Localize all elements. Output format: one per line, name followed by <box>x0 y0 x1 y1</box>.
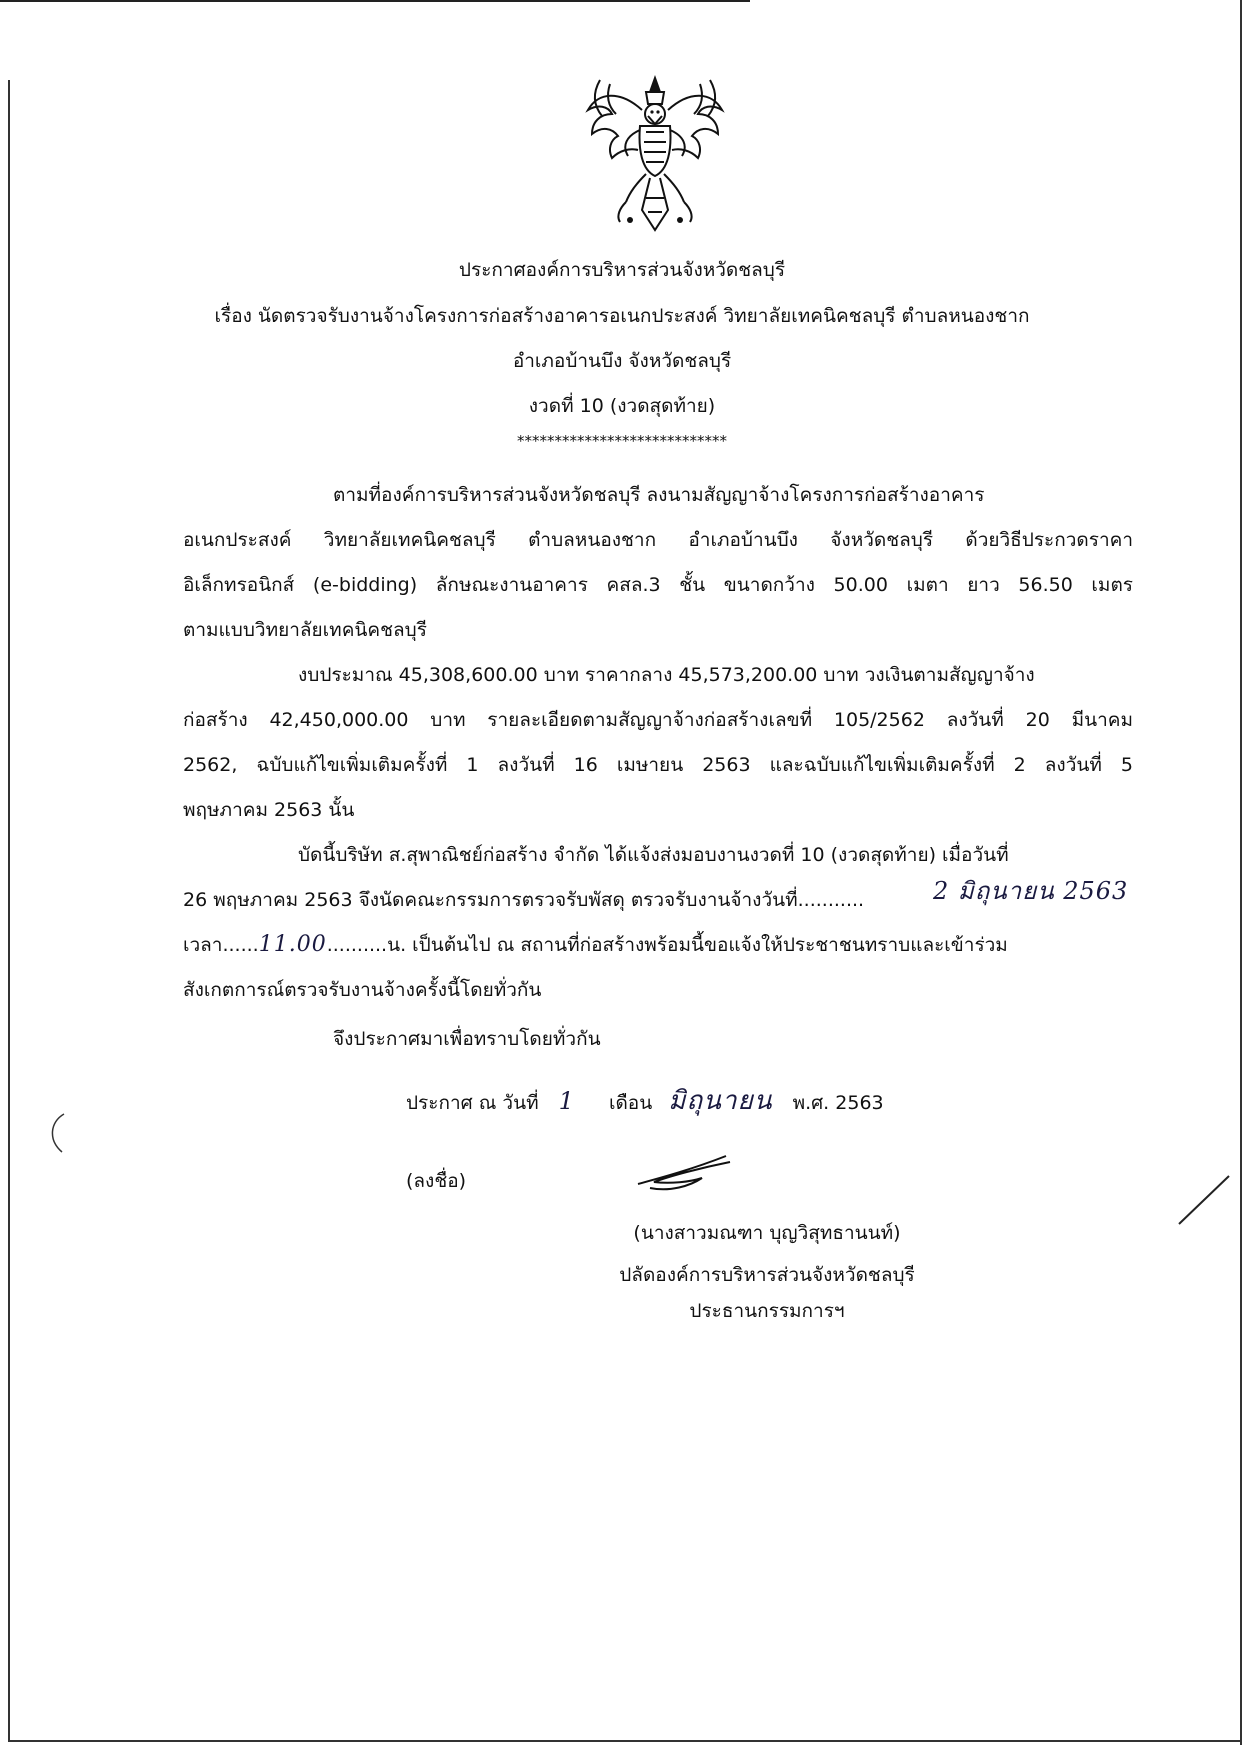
para3-line2-text: 26 พฤษภาคม 2563 จึงนัดคณะกรรมการตรวจรับพัสดุ ตรวจรับงานจ้างวันที่........... <box>183 889 865 911</box>
subject-line: เรื่อง นัดตรวจรับงานจ้างโครงการก่อสร้างอาคารอเนกประสงค์ วิทยาลัยเทคนิคชลบุรี ตำบลหนองชาก <box>214 305 1030 327</box>
org-title: ประกาศองค์การบริหารส่วนจังหวัดชลบุรี <box>458 259 786 281</box>
para1-line1: ตามที่องค์การบริหารส่วนจังหวัดชลบุรี ลงนามสัญญาจ้างโครงการก่อสร้างอาคาร <box>333 484 985 506</box>
announce-date-line <box>406 1080 884 1121</box>
scan-border-top <box>0 0 750 2</box>
para2-line2: ก่อสร้าง 42,450,000.00 บาท รายละเอียดตามสัญญาจ้างก่อสร้างเลขที่ 105/2562 ลงวันที่ 20 มีนาคม <box>183 709 1133 731</box>
scan-mark-left <box>44 1110 74 1160</box>
para2-line1: งบประมาณ 45,308,600.00 บาท ราคากลาง 45,573,200.00 บาท วงเงินตามสัญญาจ้าง <box>298 664 1035 686</box>
para3-line3-suffix: ..........น. เป็นต้นไป ณ สถานที่ก่อสร้างพร้อมนี้ขอแจ้งให้ประชาชนทราบและเข้าร่วม <box>326 934 1008 956</box>
signature-scribble <box>630 1148 740 1198</box>
divider-stars: **************************** <box>517 432 727 450</box>
para3-line4: สังเกตการณ์ตรวจรับงานจ้างครั้งนี้โดยทั่วกัน <box>183 979 542 1001</box>
handwritten-inspection-date: 2 มิถุนายน 2563 <box>933 877 1129 905</box>
para2-line4: พฤษภาคม 2563 นั้น <box>183 799 355 821</box>
para1-line2: อเนกประสงค์ วิทยาลัยเทคนิคชลบุรี ตำบลหนองชาก อำเภอบ้านบึง จังหวัดชลบุรี ด้วยวิธีประกวดราคา <box>183 529 1133 551</box>
handwritten-day: 1 <box>558 1087 575 1115</box>
district-line: อำเภอบ้านบึง จังหวัดชลบุรี <box>512 350 732 372</box>
signatory-name: (นางสาวมณฑา บุญวิสุทธานนท์) <box>633 1222 901 1244</box>
garuda-emblem <box>580 70 730 235</box>
para3-line1: บัดนี้บริษัท ส.สุพาณิชย์ก่อสร้าง จำกัด ได้แจ้งส่งมอบงานงวดที่ 10 (งวดสุดท้าย) เมื่อวันที่ <box>298 844 1009 866</box>
announce-prefix: ประกาศ ณ วันที่ <box>406 1092 539 1114</box>
para1-line3: อิเล็กทรอนิกส์ (e-bidding) ลักษณะงานอาคาร คสล.3 ชั้น ขนาดกว้าง 50.00 เมตา ยาว 56.50 เมตร <box>183 574 1133 596</box>
handwritten-time: 11.00 <box>258 932 327 957</box>
signatory-role: ประธานกรรมการฯ <box>689 1300 845 1322</box>
para3-line3-prefix: เวลา...... <box>183 934 259 956</box>
para3-line3 <box>183 930 1008 960</box>
scan-mark-right <box>1175 1170 1235 1230</box>
scan-border-bottom <box>8 1740 1242 1742</box>
month-label: เดือน <box>608 1092 653 1114</box>
para2-line3: 2562, ฉบับแก้ไขเพิ่มเติมครั้งที่ 1 ลงวันที่ 16 เมษายน 2563 และฉบับแก้ไขเพิ่มเติมครั้งที่ 2 ลงวันที่ 5 <box>183 754 1133 776</box>
signatory-position: ปลัดองค์การบริหารส่วนจังหวัดชลบุรี <box>619 1264 915 1286</box>
announce-year: พ.ศ. 2563 <box>792 1092 884 1114</box>
para1-line4: ตามแบบวิทยาลัยเทคนิคชลบุรี <box>183 619 427 641</box>
para3-line2 <box>183 877 1129 915</box>
closing-line: จึงประกาศมาเพื่อทราบโดยทั่วกัน <box>333 1028 601 1050</box>
signature-label: (ลงชื่อ) <box>406 1170 467 1192</box>
handwritten-month: มิถุนายน <box>668 1086 773 1116</box>
installment-line: งวดที่ 10 (งวดสุดท้าย) <box>528 395 716 417</box>
